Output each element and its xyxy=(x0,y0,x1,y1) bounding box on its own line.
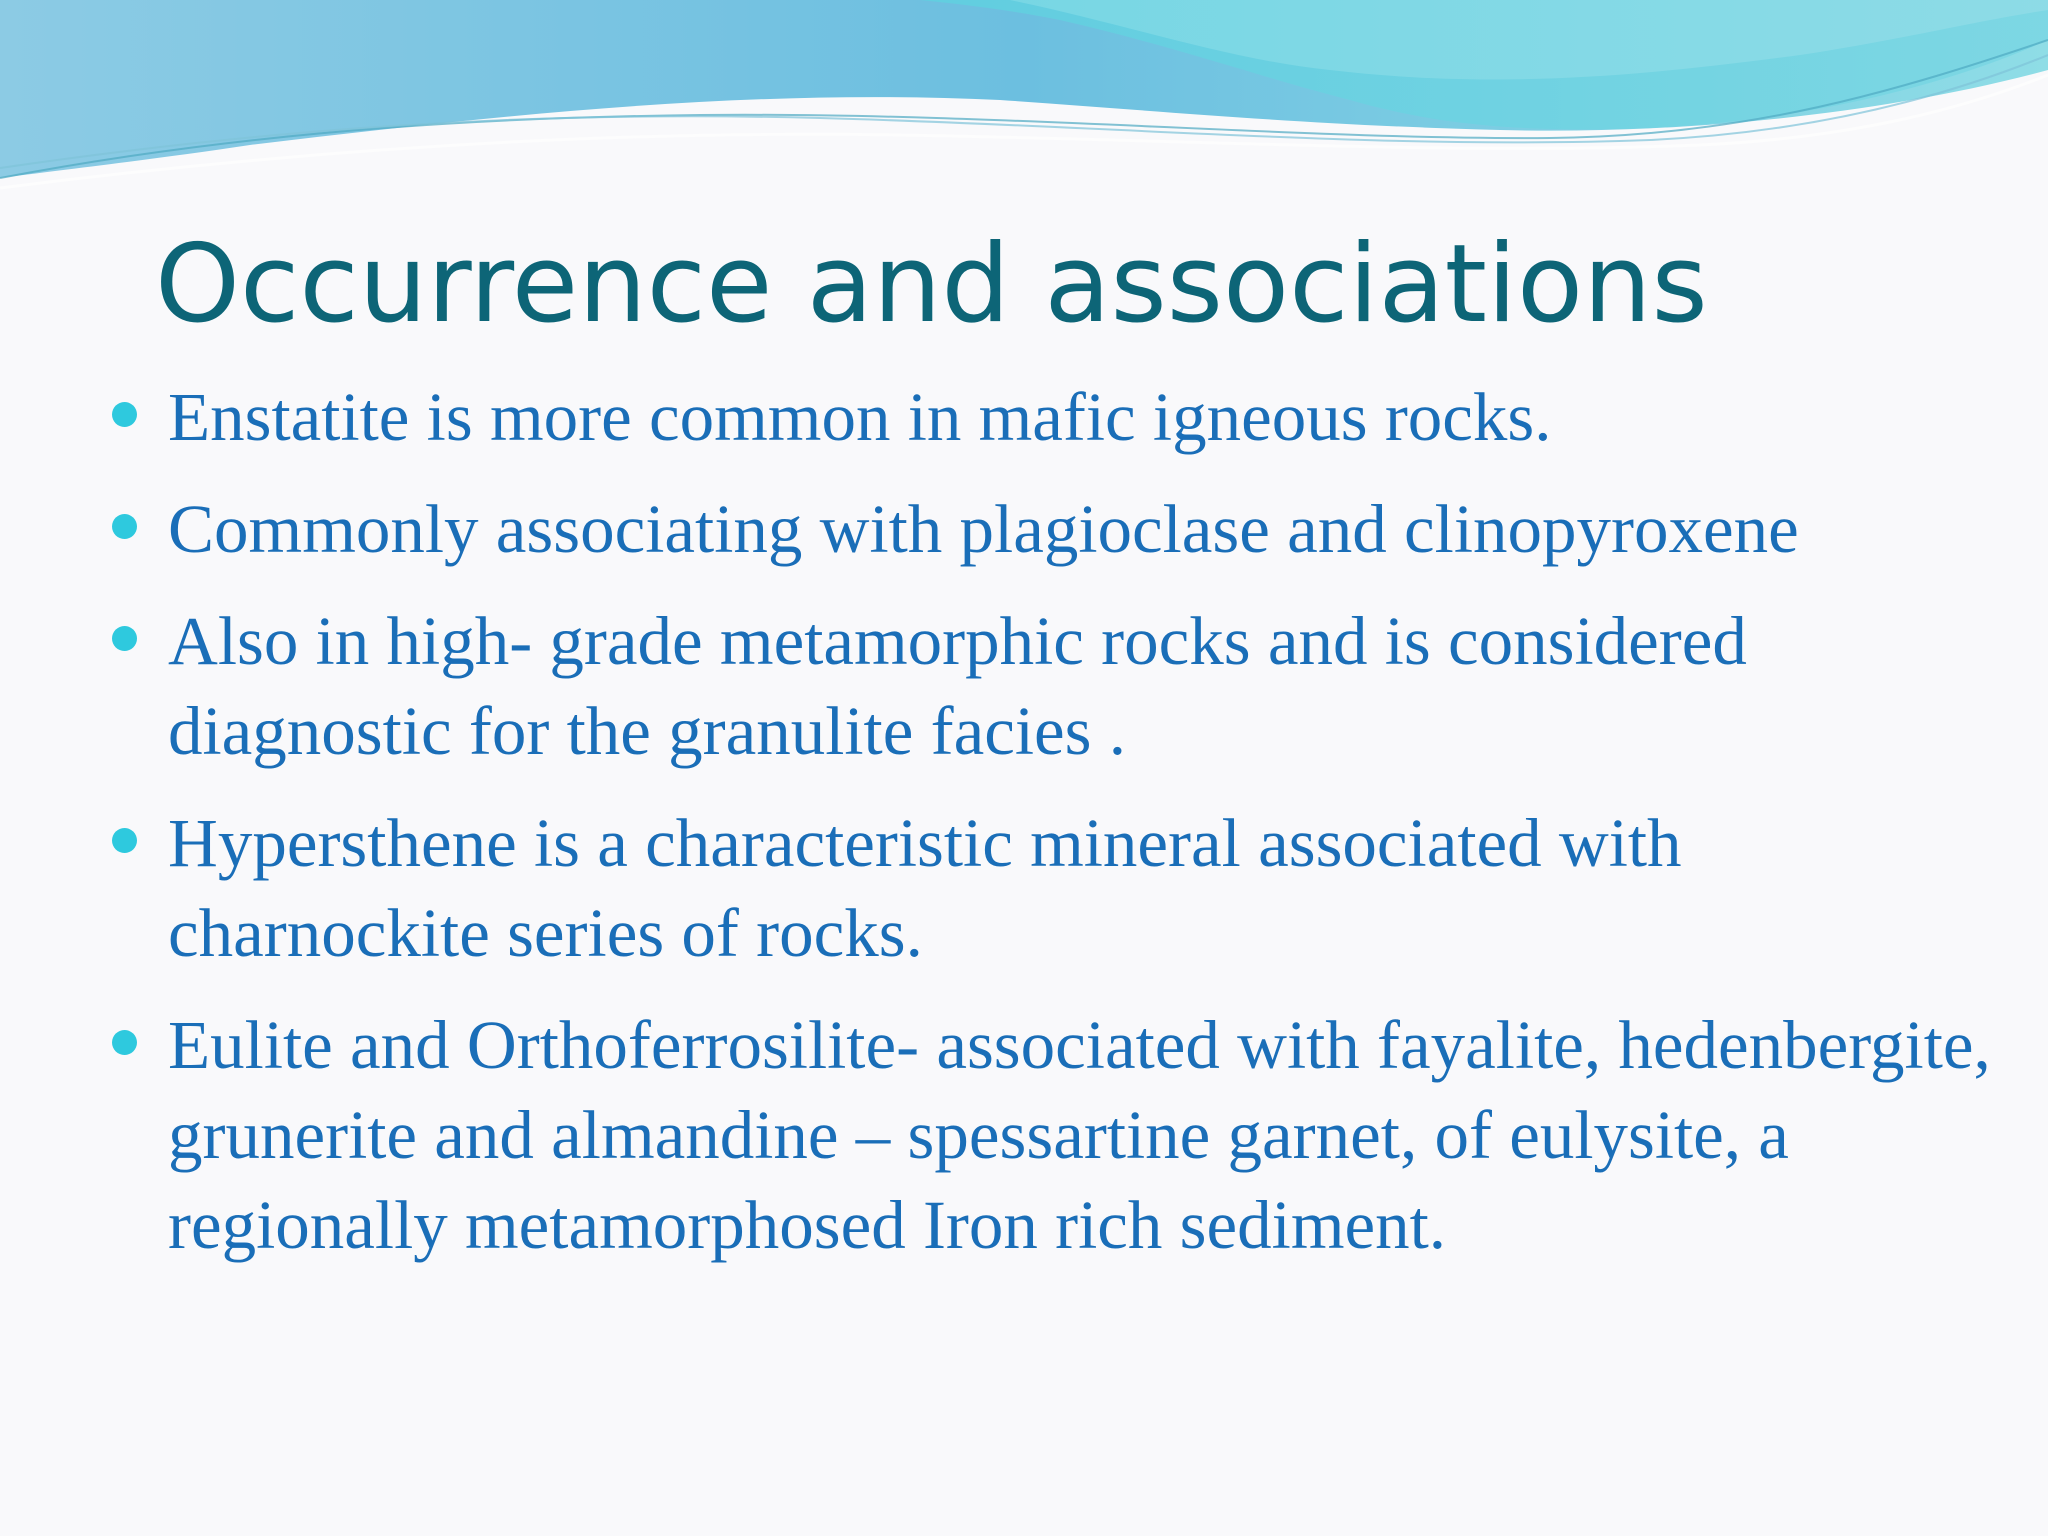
bullet-list xyxy=(168,372,2008,1292)
bullet-dot-icon xyxy=(112,626,137,651)
bullet-text-5: Eulite and Orthoferrosilite- associated with fayalite, hedenbergite, grunerite and almandine – spessartine garnet, of eulysite, a regionally metamorphosed Iron rich sediment. xyxy=(168,1007,1991,1263)
bullet-item-5 xyxy=(168,1000,2008,1270)
bullet-text-2: Commonly associating with plagioclase and clinopyroxene xyxy=(168,491,1799,567)
wave-banner-decoration xyxy=(0,0,2048,240)
bullet-dot-icon xyxy=(112,514,137,539)
bullet-item-3 xyxy=(168,596,2008,776)
bullet-item-4 xyxy=(168,798,2008,978)
bullet-text-4: Hypersthene is a characteristic mineral associated with charnockite series of rocks. xyxy=(168,805,1682,971)
bullet-text-1: Enstatite is more common in mafic igneous rocks. xyxy=(168,379,1552,455)
bullet-item-1 xyxy=(168,372,2008,462)
bullet-dot-icon xyxy=(112,828,137,853)
bullet-item-2 xyxy=(168,484,2008,574)
bullet-text-3: Also in high- grade metamorphic rocks and is considered diagnostic for the granulite facies . xyxy=(168,603,1747,769)
bullet-dot-icon xyxy=(112,1030,137,1055)
bullet-dot-icon xyxy=(112,402,137,427)
slide-title: Occurrence and associations xyxy=(155,222,1708,347)
